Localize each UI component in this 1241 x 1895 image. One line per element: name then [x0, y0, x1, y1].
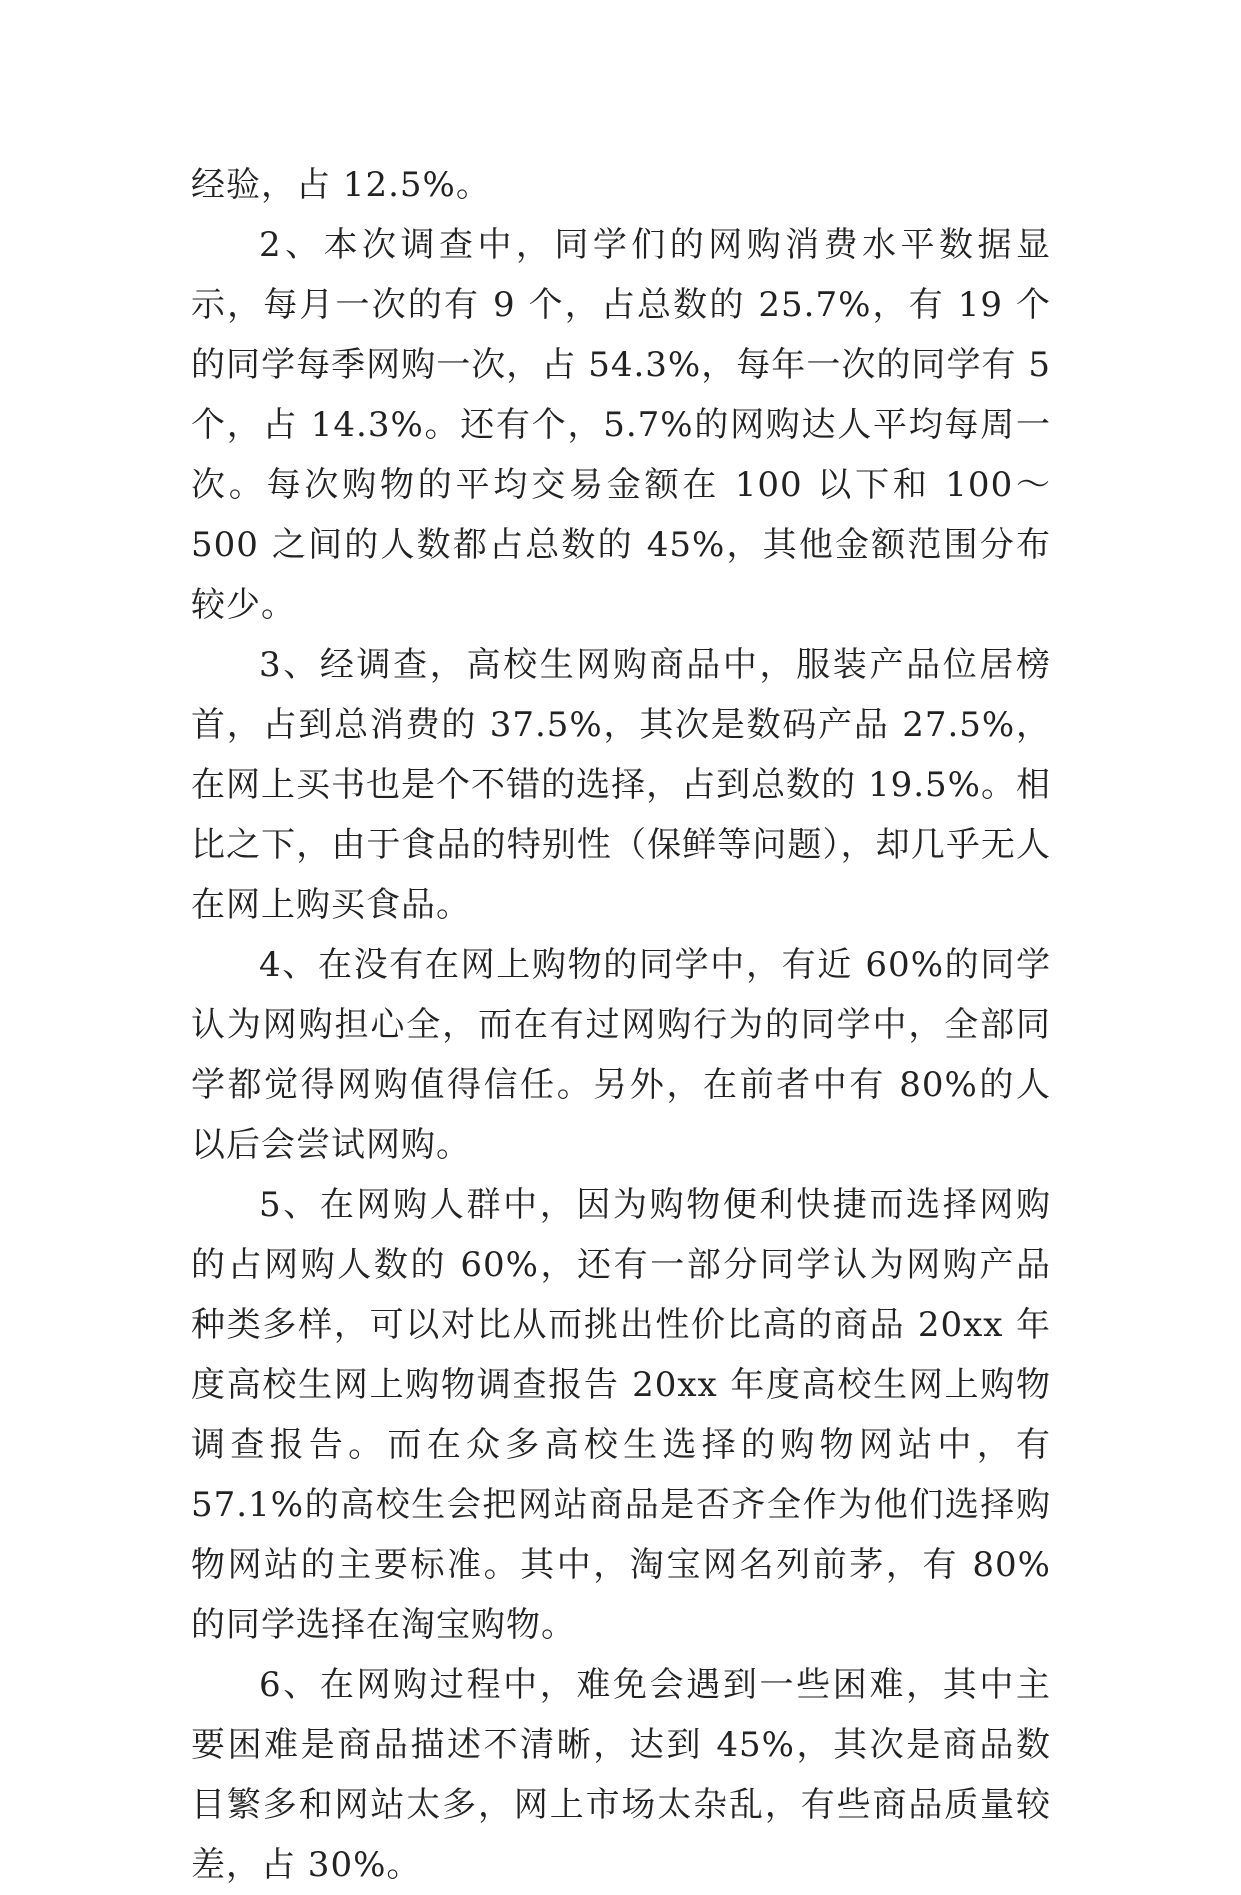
paragraph-continuation: 经验，占 12.5%。: [191, 165, 491, 205]
paragraph-item-6: 6、在网购过程中，难免会遇到一些困难，其中主要困难是商品描述不清晰，达到 45%，其次是商品数目繁多和网站太多，网上市场太杂乱，有些商品质量较差，占 30%。: [191, 1665, 1051, 1885]
paragraph-item-3: 3、经调查，高校生网购商品中，服装产品位居榜首，占到总消费的 37.5%，其次是数码产品 27.5%，在网上买书也是个不错的选择，占到总数的 19.5%。相比之下，由于食品的特别性（保鲜等问题），却几乎无人在网上购买食品。: [191, 645, 1051, 925]
paragraph-item-5: 5、在网购人群中，因为购物便利快捷而选择网购的占网购人数的 60%，还有一部分同学认为网购产品种类多样，可以对比从而挑出性价比高的商品 20xx 年度高校生网上购物调查报告 20xx 年度高校生网上购物调查报告。而在众多高校生选择的购物网站中，有 57.1%的高校生会把网站商品是否齐全作为他们选择购物网站的主要标准。其中，淘宝网名列前茅，有 80%的同学选择在淘宝购物。: [191, 1185, 1051, 1645]
paragraph-item-2: 2、本次调查中，同学们的网购消费水平数据显示，每月一次的有 9 个，占总数的 25.7%，有 19 个的同学每季网购一次，占 54.3%，每年一次的同学有 5 个，占 14.3%。还有个，5.7%的网购达人平均每周一次。每次购物的平均交易金额在 100 以下和 100～500 之间的人数都占总数的 45%，其他金额范围分布较少。: [191, 225, 1051, 625]
document-body: [191, 155, 1051, 1895]
paragraph-item-4: 4、在没有在网上购物的同学中，有近 60%的同学认为网购担心全，而在有过网购行为的同学中，全部同学都觉得网购值得信任。另外，在前者中有 80%的人以后会尝试网购。: [191, 945, 1051, 1165]
